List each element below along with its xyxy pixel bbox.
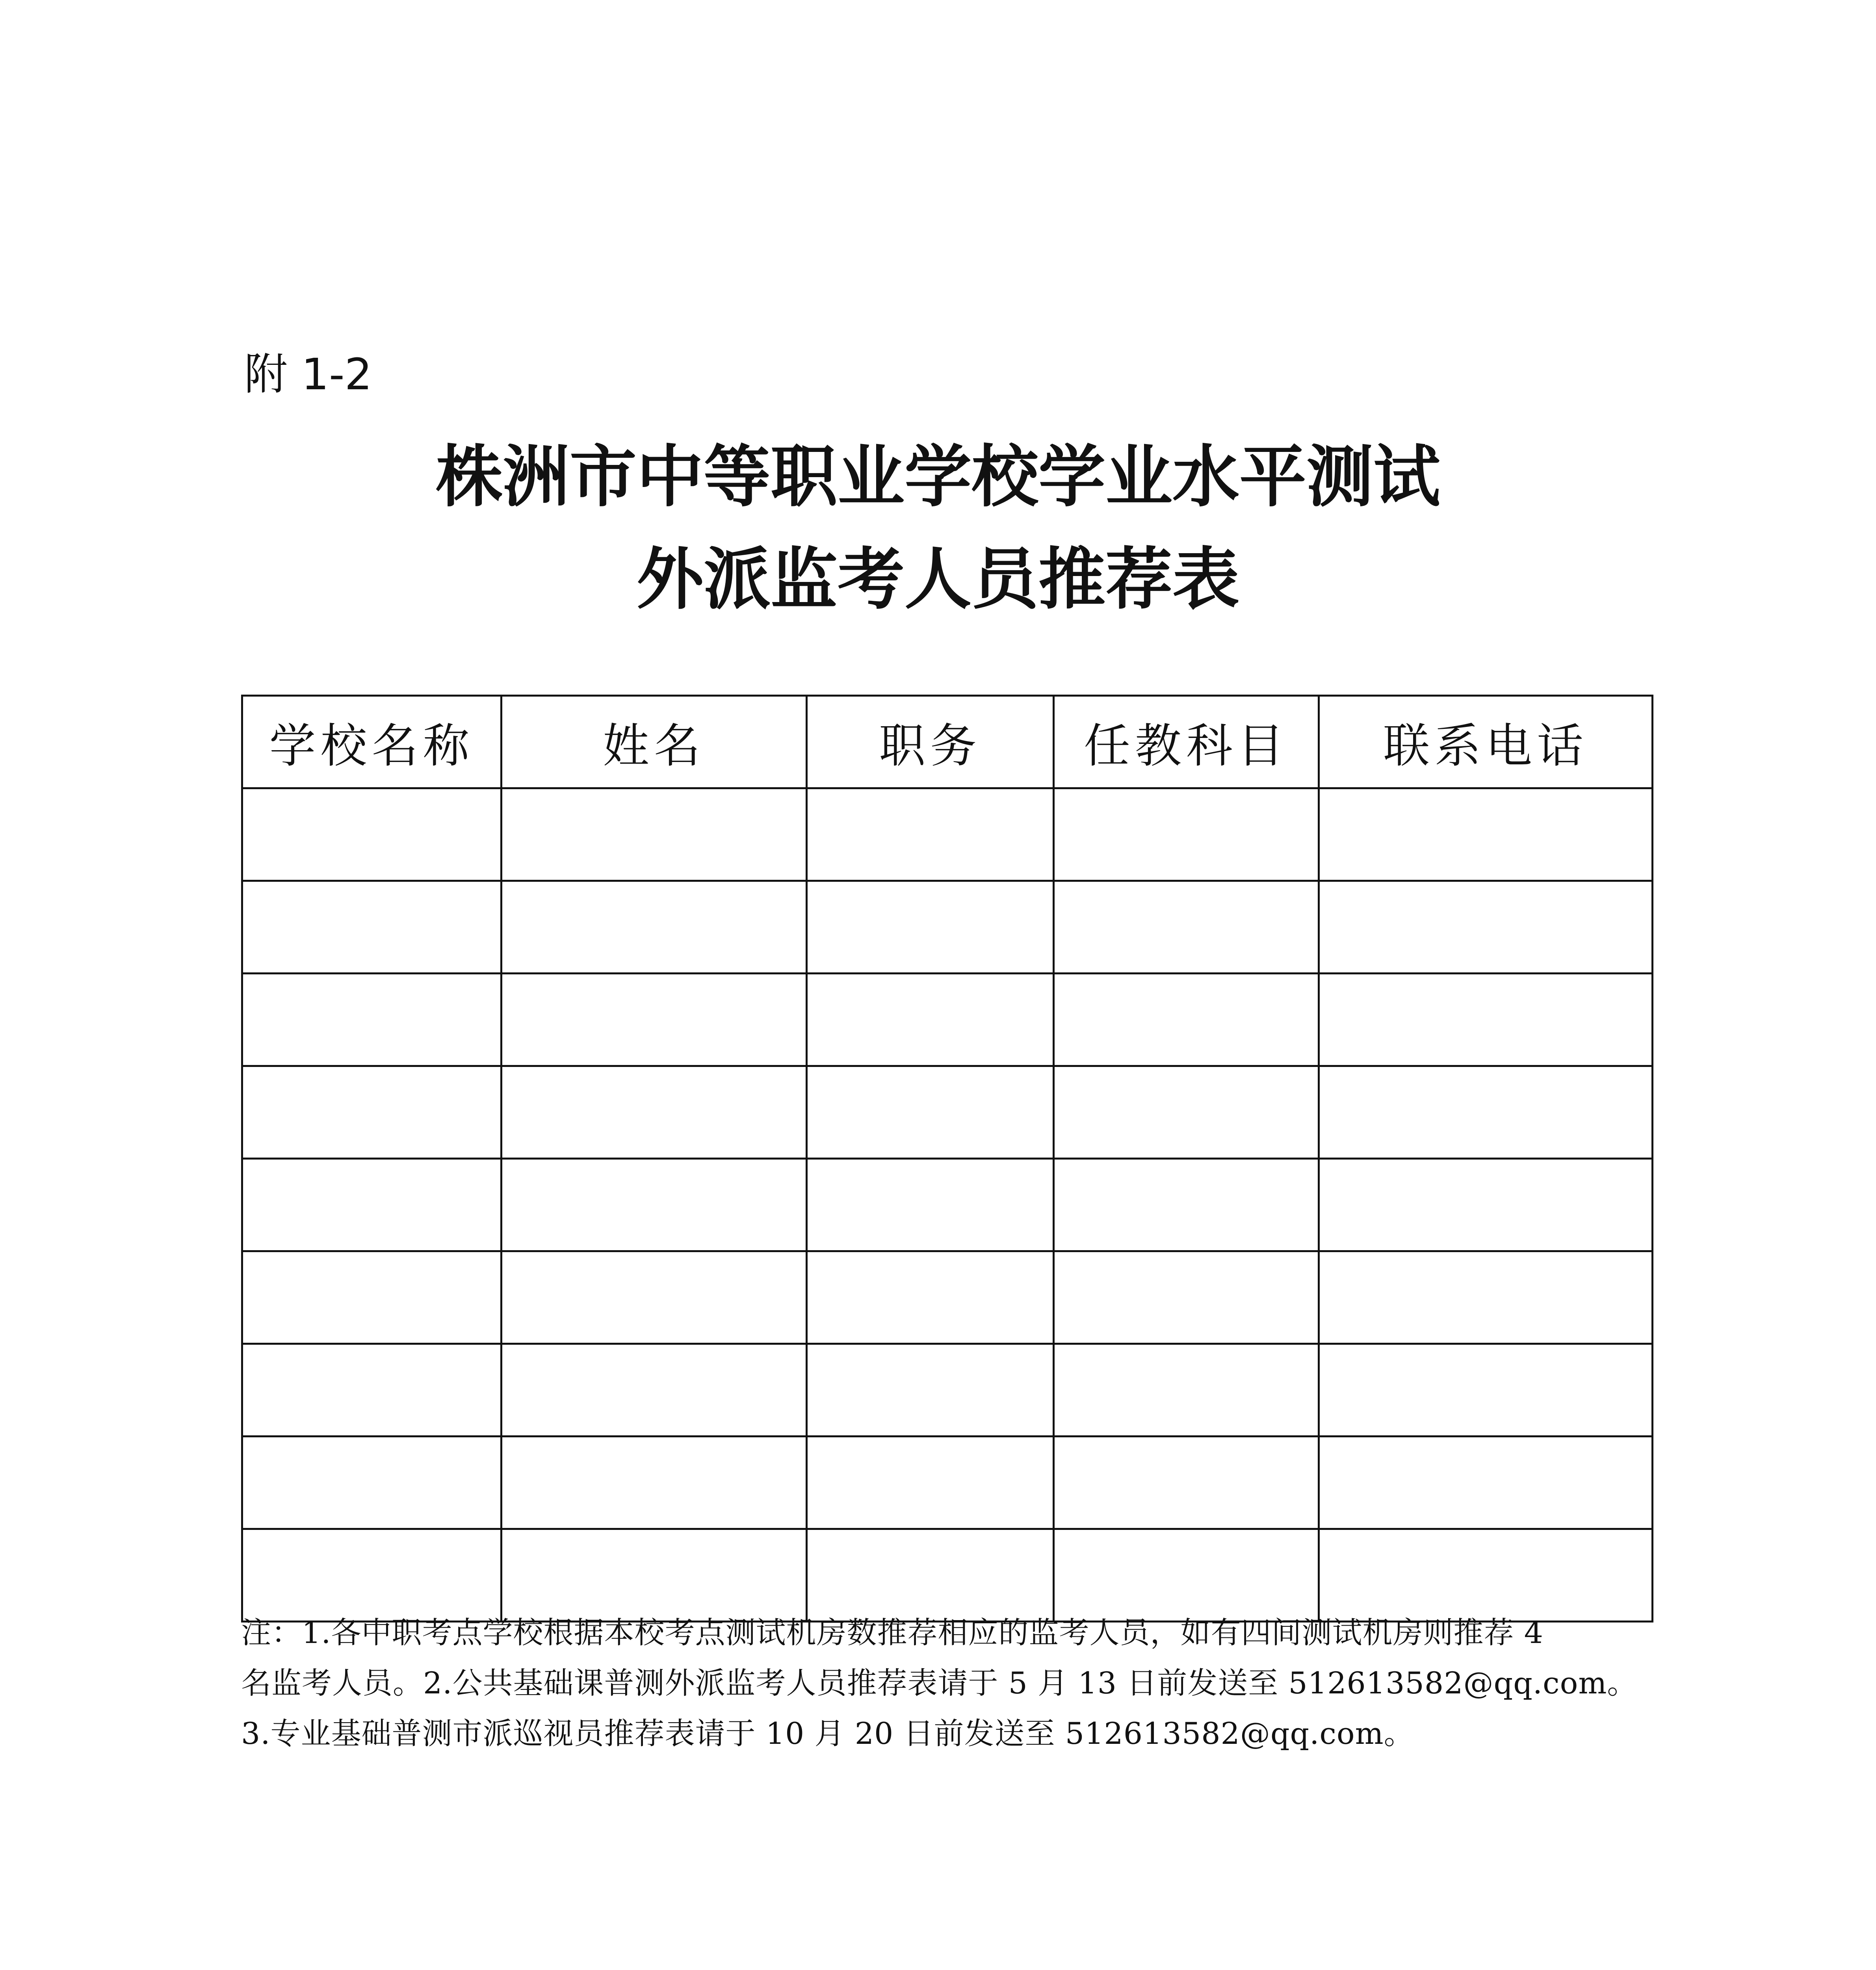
cell-position: [807, 881, 1054, 974]
cell-subject: [1054, 1159, 1319, 1251]
attachment-label: 附 1-2: [244, 349, 372, 400]
header-position: 职务: [807, 696, 1054, 788]
cell-phone: [1319, 788, 1653, 881]
cell-phone: [1319, 1344, 1653, 1437]
cell-position: [807, 1344, 1054, 1437]
cell-name: [502, 1066, 807, 1159]
cell-position: [807, 1159, 1054, 1251]
cell-position: [807, 788, 1054, 881]
table-body: [242, 788, 1653, 1622]
table-row: [242, 1344, 1653, 1437]
cell-school-name: [242, 1251, 502, 1344]
table-row: [242, 1159, 1653, 1251]
cell-school-name: [242, 974, 502, 1066]
cell-school-name: [242, 1066, 502, 1159]
cell-name: [502, 788, 807, 881]
cell-subject: [1054, 1344, 1319, 1437]
header-name: 姓名: [502, 696, 807, 788]
cell-school-name: [242, 1159, 502, 1251]
cell-name: [502, 1344, 807, 1437]
table-row: [242, 974, 1653, 1066]
notes: [241, 1608, 1651, 1759]
cell-phone: [1319, 1437, 1653, 1529]
cell-name: [502, 1251, 807, 1344]
table-row: [242, 788, 1653, 881]
title-line-2: 外派监考人员推荐表: [636, 540, 1239, 619]
table-header-row: [242, 696, 1653, 788]
cell-subject: [1054, 1066, 1319, 1159]
cell-phone: [1319, 881, 1653, 974]
cell-subject: [1054, 1251, 1319, 1344]
cell-phone: [1319, 1159, 1653, 1251]
cell-name: [502, 1437, 807, 1529]
cell-name: [502, 881, 807, 974]
cell-school-name: [242, 881, 502, 974]
recommendation-table: [241, 695, 1653, 1622]
title-line-1: 株洲市中等职业学校学业水平测试: [435, 437, 1440, 516]
header-phone: 联系电话: [1319, 696, 1653, 788]
cell-phone: [1319, 1066, 1653, 1159]
cell-position: [807, 1251, 1054, 1344]
cell-name: [502, 1159, 807, 1251]
table-row: [242, 1066, 1653, 1159]
cell-position: [807, 1066, 1054, 1159]
note-line-2: 名监考人员。2.公共基础课普测外派监考人员推荐表请于 5 月 13 日前发送至 512613582@qq.com。: [241, 1665, 1638, 1701]
note-line-1: 注：1.各中职考点学校根据本校考点测试机房数推荐相应的监考人员，如有四间测试机房则推荐 4: [241, 1615, 1544, 1650]
cell-name: [502, 974, 807, 1066]
cell-position: [807, 1437, 1054, 1529]
header-subject: 任教科目: [1054, 696, 1319, 788]
cell-subject: [1054, 881, 1319, 974]
cell-school-name: [242, 788, 502, 881]
cell-school-name: [242, 1437, 502, 1529]
cell-position: [807, 974, 1054, 1066]
note-line-3: 3.专业基础普测市派巡视员推荐表请于 10 月 20 日前发送至 512613582@qq.com。: [241, 1716, 1414, 1751]
cell-subject: [1054, 974, 1319, 1066]
cell-school-name: [242, 1344, 502, 1437]
cell-phone: [1319, 974, 1653, 1066]
table-row: [242, 881, 1653, 974]
cell-subject: [1054, 1437, 1319, 1529]
table-row: [242, 1437, 1653, 1529]
header-school-name: 学校名称: [242, 696, 502, 788]
table-row: [242, 1251, 1653, 1344]
document-title: [0, 426, 1876, 630]
cell-subject: [1054, 788, 1319, 881]
cell-phone: [1319, 1251, 1653, 1344]
